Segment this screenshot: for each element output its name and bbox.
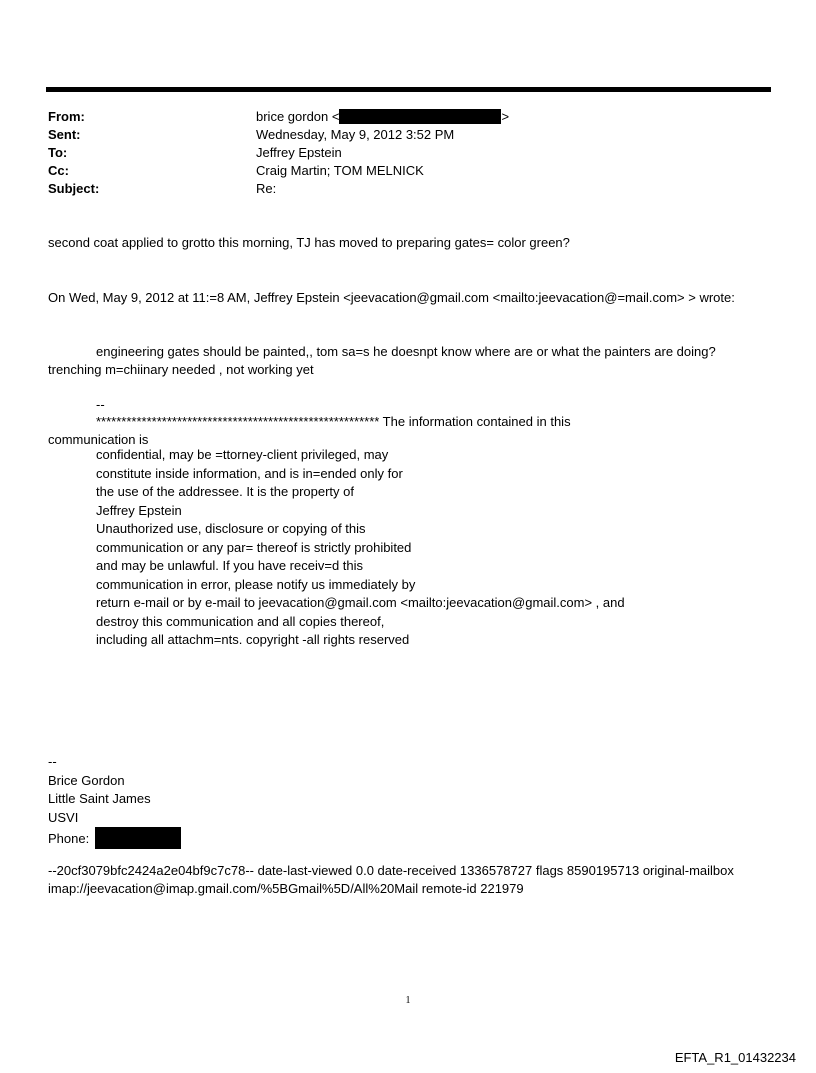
from-row (48, 108, 509, 126)
disclaimer-line: destroy this communication and all copies thereof, (96, 613, 385, 629)
quoted-text-line: engineering gates should be painted,, tom sa=s he doesnpt know where are or what the painters are doing? (96, 344, 716, 359)
disclaimer-block (96, 446, 625, 650)
signature-name: Brice Gordon (48, 772, 125, 788)
to-value: Jeffrey Epstein (256, 145, 342, 160)
metadata-line: --20cf3079bfc2424a2e04bf9c7c78-- date-last-viewed 0.0 date-received 1336578727 flags 8590195713 original-mailbox (48, 863, 734, 878)
bates-number: EFTA_R1_01432234 (674, 1050, 796, 1065)
disclaimer-line: communication or any par= thereof is strictly prohibited (96, 539, 412, 555)
page-number: 1 (405, 995, 411, 1006)
metadata-line: imap://jeevacation@imap.gmail.com/%5BGmail%5D/All%20Mail remote-id 221979 (48, 881, 524, 896)
disclaimer-line: communication in error, please notify us immediately by (96, 576, 416, 592)
disclaimer-line: Unauthorized use, disclosure or copying of this (96, 521, 366, 536)
disclaimer-line: and may be unlawful. If you have receiv=d this (96, 558, 364, 573)
from-label: From: (48, 109, 85, 124)
header-rule (46, 87, 771, 92)
subject-value: Re: (256, 181, 277, 196)
disclaimer-stars: ******************************************************** The information contained in this (96, 414, 571, 429)
signature-block (48, 753, 181, 849)
signature-phone (48, 827, 181, 849)
disclaimer-line: constitute inside information, and is in=ended only for (96, 465, 403, 481)
cc-row (48, 162, 509, 180)
disclaimer-line: return e-mail or by e-mail to jeevacation@gmail.com <mailto:jeevacation@gmail.com> , and (96, 595, 625, 610)
sent-label: Sent: (48, 127, 81, 142)
cc-value: Craig Martin; TOM MELNICK (256, 163, 424, 178)
quote-intro: On Wed, May 9, 2012 at 11:=8 AM, Jeffrey Epstein <jeevacation@gmail.com <mailto:jeevacation@=mail.com> > wrote: (48, 290, 735, 305)
disclaimer-line: the use of the addressee. It is the property of (96, 484, 354, 499)
subject-label: Subject: (48, 181, 100, 196)
from-value: brice gordon < > (256, 109, 510, 124)
disclaimer-line: Jeffrey Epstein (96, 502, 182, 518)
disclaimer-line: including all attachm=nts. copyright -all rights reserved (96, 632, 410, 647)
cc-label: Cc: (48, 163, 69, 178)
signature-region: USVI (48, 809, 79, 825)
signature-place: Little Saint James (48, 791, 151, 806)
redaction-bar (339, 109, 501, 124)
quoted-text-line: trenching m=chiinary needed , not working yet (48, 362, 314, 377)
sent-row (48, 126, 509, 144)
to-row (48, 144, 509, 162)
redaction-bar (95, 827, 181, 849)
quoted-sig-dashes: -- (96, 397, 105, 412)
signature-dashes: -- (48, 754, 57, 769)
disclaimer-start: communication is (48, 432, 149, 447)
phone-label: Phone: (48, 831, 90, 846)
sent-value: Wednesday, May 9, 2012 3:52 PM (256, 127, 455, 142)
subject-row (48, 180, 509, 198)
disclaimer-line: confidential, may be =ttorney-client privileged, may (96, 447, 389, 462)
to-label: To: (48, 145, 68, 160)
message-body: second coat applied to grotto this morning, TJ has moved to preparing gates= color green? (48, 235, 570, 250)
email-header (48, 108, 509, 198)
